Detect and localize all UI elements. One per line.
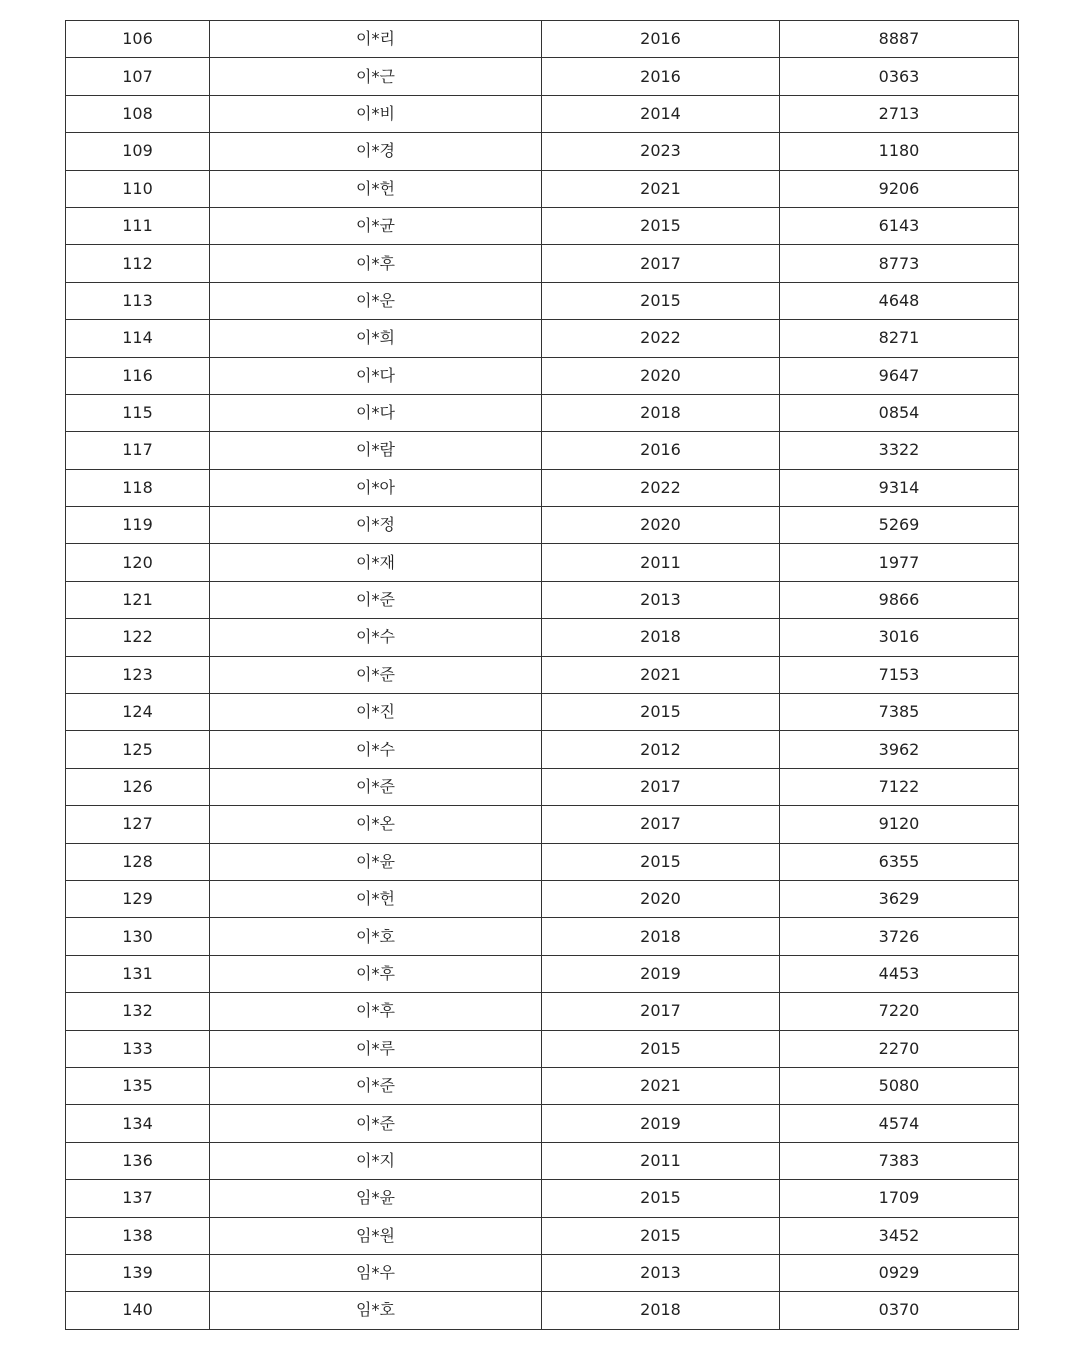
roster-sheet — [65, 20, 1018, 1330]
table-row — [66, 245, 1019, 282]
table-row — [66, 320, 1019, 357]
cell-name: 이*온 — [210, 806, 542, 843]
table-row — [66, 394, 1019, 431]
cell-code: 6355 — [780, 843, 1019, 880]
cell-code: 8271 — [780, 320, 1019, 357]
cell-code: 8773 — [780, 245, 1019, 282]
cell-name: 이*비 — [210, 95, 542, 132]
cell-number: 116 — [66, 357, 210, 394]
table-row — [66, 95, 1019, 132]
cell-number: 126 — [66, 768, 210, 805]
cell-code: 4648 — [780, 282, 1019, 319]
cell-code: 0363 — [780, 58, 1019, 95]
cell-name: 이*희 — [210, 320, 542, 357]
cell-name: 이*지 — [210, 1142, 542, 1179]
cell-year: 2015 — [542, 694, 780, 731]
cell-name: 이*후 — [210, 245, 542, 282]
cell-year: 2021 — [542, 656, 780, 693]
cell-number: 123 — [66, 656, 210, 693]
cell-year: 2023 — [542, 133, 780, 170]
cell-code: 3726 — [780, 918, 1019, 955]
cell-code: 4453 — [780, 955, 1019, 992]
table-row — [66, 1217, 1019, 1254]
cell-year: 2018 — [542, 394, 780, 431]
cell-code: 8887 — [780, 21, 1019, 58]
cell-number: 109 — [66, 133, 210, 170]
table-row — [66, 544, 1019, 581]
cell-year: 2020 — [542, 507, 780, 544]
cell-year: 2015 — [542, 282, 780, 319]
cell-code: 4574 — [780, 1105, 1019, 1142]
cell-name: 임*원 — [210, 1217, 542, 1254]
cell-code: 9314 — [780, 469, 1019, 506]
cell-number: 112 — [66, 245, 210, 282]
cell-number: 121 — [66, 581, 210, 618]
cell-name: 이*준 — [210, 1105, 542, 1142]
table-row — [66, 1292, 1019, 1329]
cell-name: 이*정 — [210, 507, 542, 544]
cell-name: 이*준 — [210, 768, 542, 805]
table-row — [66, 731, 1019, 768]
cell-year: 2018 — [542, 918, 780, 955]
cell-year: 2020 — [542, 357, 780, 394]
table-row — [66, 694, 1019, 731]
cell-year: 2017 — [542, 993, 780, 1030]
cell-year: 2013 — [542, 1254, 780, 1291]
cell-code: 7220 — [780, 993, 1019, 1030]
cell-year: 2021 — [542, 170, 780, 207]
table-row — [66, 282, 1019, 319]
table-row — [66, 207, 1019, 244]
cell-code: 9206 — [780, 170, 1019, 207]
table-row — [66, 918, 1019, 955]
cell-year: 2018 — [542, 1292, 780, 1329]
cell-year: 2012 — [542, 731, 780, 768]
cell-code: 1180 — [780, 133, 1019, 170]
cell-name: 이*람 — [210, 432, 542, 469]
table-row — [66, 1142, 1019, 1179]
cell-number: 107 — [66, 58, 210, 95]
cell-year: 2017 — [542, 768, 780, 805]
cell-year: 2020 — [542, 880, 780, 917]
table-row — [66, 1180, 1019, 1217]
cell-number: 113 — [66, 282, 210, 319]
cell-number: 117 — [66, 432, 210, 469]
table-row — [66, 170, 1019, 207]
cell-name: 이*후 — [210, 993, 542, 1030]
cell-year: 2016 — [542, 21, 780, 58]
cell-number: 135 — [66, 1067, 210, 1104]
cell-name: 이*윤 — [210, 843, 542, 880]
cell-number: 130 — [66, 918, 210, 955]
cell-number: 132 — [66, 993, 210, 1030]
cell-name: 임*윤 — [210, 1180, 542, 1217]
cell-name: 이*헌 — [210, 880, 542, 917]
cell-name: 이*근 — [210, 58, 542, 95]
cell-code: 1709 — [780, 1180, 1019, 1217]
cell-code: 7122 — [780, 768, 1019, 805]
table-row — [66, 1254, 1019, 1291]
cell-code: 3962 — [780, 731, 1019, 768]
cell-number: 131 — [66, 955, 210, 992]
cell-year: 2013 — [542, 581, 780, 618]
table-row — [66, 768, 1019, 805]
cell-name: 이*아 — [210, 469, 542, 506]
table-row — [66, 619, 1019, 656]
cell-number: 129 — [66, 880, 210, 917]
cell-number: 136 — [66, 1142, 210, 1179]
cell-number: 118 — [66, 469, 210, 506]
cell-number: 128 — [66, 843, 210, 880]
cell-code: 3629 — [780, 880, 1019, 917]
table-row — [66, 469, 1019, 506]
cell-name: 이*루 — [210, 1030, 542, 1067]
cell-number: 120 — [66, 544, 210, 581]
cell-number: 137 — [66, 1180, 210, 1217]
table-row — [66, 1105, 1019, 1142]
cell-name: 임*우 — [210, 1254, 542, 1291]
cell-code: 5080 — [780, 1067, 1019, 1104]
cell-number: 110 — [66, 170, 210, 207]
cell-name: 이*준 — [210, 1067, 542, 1104]
cell-name: 이*호 — [210, 918, 542, 955]
cell-code: 2713 — [780, 95, 1019, 132]
cell-number: 122 — [66, 619, 210, 656]
cell-year: 2022 — [542, 320, 780, 357]
cell-year: 2011 — [542, 1142, 780, 1179]
cell-year: 2015 — [542, 1217, 780, 1254]
cell-year: 2015 — [542, 1180, 780, 1217]
cell-year: 2011 — [542, 544, 780, 581]
cell-number: 106 — [66, 21, 210, 58]
cell-name: 이*진 — [210, 694, 542, 731]
cell-number: 108 — [66, 95, 210, 132]
cell-year: 2016 — [542, 432, 780, 469]
table-row — [66, 843, 1019, 880]
cell-name: 이*재 — [210, 544, 542, 581]
table-row — [66, 806, 1019, 843]
cell-number: 133 — [66, 1030, 210, 1067]
cell-code: 0370 — [780, 1292, 1019, 1329]
cell-code: 9647 — [780, 357, 1019, 394]
cell-number: 125 — [66, 731, 210, 768]
table-row — [66, 581, 1019, 618]
cell-code: 7153 — [780, 656, 1019, 693]
cell-number: 140 — [66, 1292, 210, 1329]
cell-number: 127 — [66, 806, 210, 843]
cell-year: 2015 — [542, 1030, 780, 1067]
cell-number: 134 — [66, 1105, 210, 1142]
cell-number: 119 — [66, 507, 210, 544]
cell-name: 이*균 — [210, 207, 542, 244]
cell-year: 2017 — [542, 806, 780, 843]
cell-code: 3322 — [780, 432, 1019, 469]
table-row — [66, 357, 1019, 394]
cell-name: 이*경 — [210, 133, 542, 170]
cell-name: 이*준 — [210, 656, 542, 693]
cell-year: 2015 — [542, 207, 780, 244]
cell-code: 2270 — [780, 1030, 1019, 1067]
cell-code: 3016 — [780, 619, 1019, 656]
table-row — [66, 507, 1019, 544]
table-row — [66, 993, 1019, 1030]
cell-name: 이*리 — [210, 21, 542, 58]
cell-year: 2018 — [542, 619, 780, 656]
cell-year: 2016 — [542, 58, 780, 95]
cell-name: 이*다 — [210, 394, 542, 431]
cell-name: 이*운 — [210, 282, 542, 319]
cell-code: 3452 — [780, 1217, 1019, 1254]
cell-name: 이*후 — [210, 955, 542, 992]
cell-code: 5269 — [780, 507, 1019, 544]
table-row — [66, 1030, 1019, 1067]
table-row — [66, 1067, 1019, 1104]
cell-code: 7385 — [780, 694, 1019, 731]
table-row — [66, 133, 1019, 170]
roster-table-body — [66, 21, 1019, 1330]
table-row — [66, 58, 1019, 95]
cell-name: 이*헌 — [210, 170, 542, 207]
cell-year: 2019 — [542, 955, 780, 992]
cell-year: 2015 — [542, 843, 780, 880]
cell-code: 0854 — [780, 394, 1019, 431]
cell-name: 이*수 — [210, 619, 542, 656]
cell-code: 7383 — [780, 1142, 1019, 1179]
cell-year: 2014 — [542, 95, 780, 132]
cell-number: 139 — [66, 1254, 210, 1291]
table-row — [66, 21, 1019, 58]
roster-table — [65, 20, 1019, 1330]
cell-year: 2019 — [542, 1105, 780, 1142]
cell-year: 2021 — [542, 1067, 780, 1104]
cell-year: 2022 — [542, 469, 780, 506]
cell-code: 1977 — [780, 544, 1019, 581]
cell-number: 111 — [66, 207, 210, 244]
cell-number: 138 — [66, 1217, 210, 1254]
table-row — [66, 955, 1019, 992]
cell-year: 2017 — [542, 245, 780, 282]
cell-code: 9120 — [780, 806, 1019, 843]
cell-name: 이*준 — [210, 581, 542, 618]
cell-number: 124 — [66, 694, 210, 731]
table-row — [66, 656, 1019, 693]
table-row — [66, 432, 1019, 469]
cell-number: 115 — [66, 394, 210, 431]
table-row — [66, 880, 1019, 917]
cell-name: 임*호 — [210, 1292, 542, 1329]
cell-code: 6143 — [780, 207, 1019, 244]
cell-number: 114 — [66, 320, 210, 357]
cell-name: 이*다 — [210, 357, 542, 394]
cell-code: 0929 — [780, 1254, 1019, 1291]
cell-name: 이*수 — [210, 731, 542, 768]
cell-code: 9866 — [780, 581, 1019, 618]
